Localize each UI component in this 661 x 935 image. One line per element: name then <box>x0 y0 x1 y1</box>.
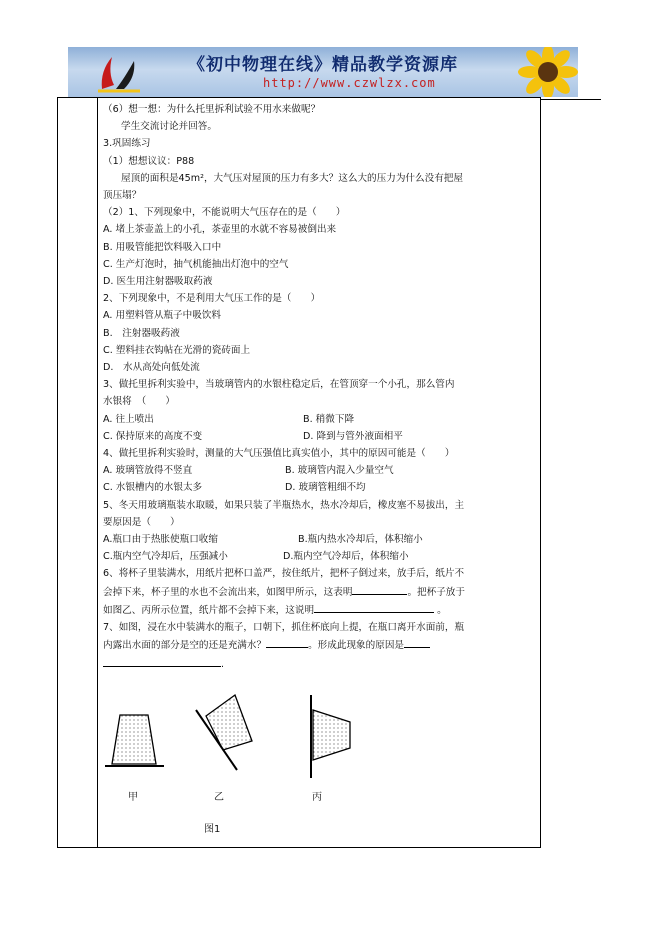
text-line: （6）想一想：为什么托里拆利试验不用水来做呢？ <box>103 104 321 115</box>
question-1: （2）1、下列现象中，不能说明大气压存在的是（ ） <box>103 207 346 219</box>
text-line: 如图乙、丙所示位置，纸片都不会掉下来，这说明 。 <box>103 601 535 619</box>
question-6: 6、将杯子里装满水，用纸片把杯口盖严，按住纸片，把杯子倒过来，放手后，纸片不 <box>103 568 465 580</box>
option: B. 玻璃管内混入少量空气 <box>285 465 394 477</box>
option: D. 降到与管外液面相平 <box>303 430 403 442</box>
option-row <box>103 479 535 496</box>
text-segment: 内露出水面的部分是空的还是充满水？ <box>103 640 267 652</box>
answer-blank[interactable] <box>314 601 434 613</box>
option: C. 保持原来的高度不变 <box>103 430 203 442</box>
cup-figure-yi <box>196 695 252 770</box>
option: C. 水银槽内的水银太多 <box>103 482 203 494</box>
answer-blank[interactable] <box>103 655 221 667</box>
figure-label: 丙 <box>312 792 322 803</box>
text-line: 要原因是（ ） <box>103 516 180 528</box>
column-divider <box>97 97 98 848</box>
option-row <box>103 531 535 548</box>
option: D.瓶内空气冷却后，体积缩小 <box>283 551 409 563</box>
text-line: 学生交流讨论并回答。 <box>121 121 217 133</box>
banner-title: 《初中物理在线》精品教学资源库 <box>188 55 458 75</box>
cup-figure-bing <box>311 695 350 778</box>
question-3: 3、做托里拆利实验中，当玻璃管内的水银柱稳定后，在管顶穿一个小孔，那么管内 <box>103 379 455 391</box>
text-segment: 。把杯子放于 <box>407 586 465 598</box>
text-line: （1）想想议议：P88 <box>103 155 195 167</box>
question-2: 2、下列现象中，不是利用大气压工作的是（ ） <box>103 293 321 305</box>
question-7: 7、如图，浸在水中装满水的瓶子，口朝下，抓住杯底向上提，在瓶口离开水面前，瓶 <box>103 622 465 634</box>
text-line: 屋顶的面积是45m²，大气压对屋顶的压力有多大？这么大的压力为什么没有把屋 <box>121 172 463 184</box>
option: B. 用吸管能把饮料吸入口中 <box>103 241 222 253</box>
figure-label: 乙 <box>214 792 224 803</box>
figure-caption: 图1 <box>204 824 221 835</box>
experiment-diagram <box>100 690 400 840</box>
figure-label: 甲 <box>128 792 138 803</box>
option: C.瓶内空气冷却后，压强减小 <box>103 551 228 563</box>
option: D. 医生用注射器吸取药液 <box>103 276 213 288</box>
text-line <box>103 636 535 654</box>
banner-url: http://www.czwlzx.com <box>263 76 436 90</box>
question-4: 4、做托里拆利实验时，测量的大气压强值比真实值小，其中的原因可能是（ ） <box>103 448 455 460</box>
option: B. 稍微下降 <box>303 413 355 425</box>
option: D. 水从高处向低处流 <box>103 362 200 374</box>
answer-blank[interactable] <box>266 636 308 648</box>
text-line: . <box>103 655 535 673</box>
text-line: 水银将 （ ） <box>103 396 175 408</box>
option: D. 玻璃管粗细不均 <box>285 482 366 494</box>
option: A. 堵上茶壶盖上的小孔，茶壶里的水就不容易被倒出来 <box>103 224 337 236</box>
option: A. 玻璃管放得不竖直 <box>103 465 193 477</box>
sunflower-icon <box>518 47 578 97</box>
cup-figure-jia <box>105 715 164 766</box>
text-segment: 会掉下来，杯子里的水也不会流出来，如图甲所示，这表明 <box>103 586 353 598</box>
answer-blank[interactable] <box>352 583 407 595</box>
option-row <box>103 411 535 428</box>
option: B. 注射器吸药液 <box>103 327 180 339</box>
option: C. 生产灯泡时，抽气机能抽出灯泡中的空气 <box>103 258 289 270</box>
option-row <box>103 462 535 479</box>
option: A. 往上喷出 <box>103 413 154 425</box>
figure-1 <box>100 690 400 840</box>
site-logo-icon <box>94 51 144 93</box>
option-row <box>103 548 535 565</box>
exercise-content <box>103 101 535 673</box>
text-segment: 。形成此现象的原因是 <box>308 640 405 652</box>
option: C. 塑料挂衣钩帖在光滑的瓷砖面上 <box>103 344 251 356</box>
option: A. 用塑料管从瓶子中吸饮料 <box>103 310 222 322</box>
answer-blank[interactable] <box>404 636 430 648</box>
text-line <box>103 583 535 601</box>
header-banner <box>68 47 578 97</box>
option-row <box>103 428 535 445</box>
text-line: 顶压塌？ <box>103 190 142 202</box>
option: B.瓶内热水冷却后，体积缩小 <box>298 534 423 546</box>
question-5: 5、冬天用玻璃瓶装水取暖，如果只装了半瓶热水，热水冷却后，橡皮塞不易拔出，主 <box>103 499 465 511</box>
section-heading: 3.巩固练习 <box>103 138 151 150</box>
text-segment: 如图乙、丙所示位置，纸片都不会掉下来，这说明 <box>103 604 315 616</box>
table-top-extension <box>541 99 601 100</box>
option: A.瓶口由于热胀使瓶口收缩 <box>103 534 218 546</box>
